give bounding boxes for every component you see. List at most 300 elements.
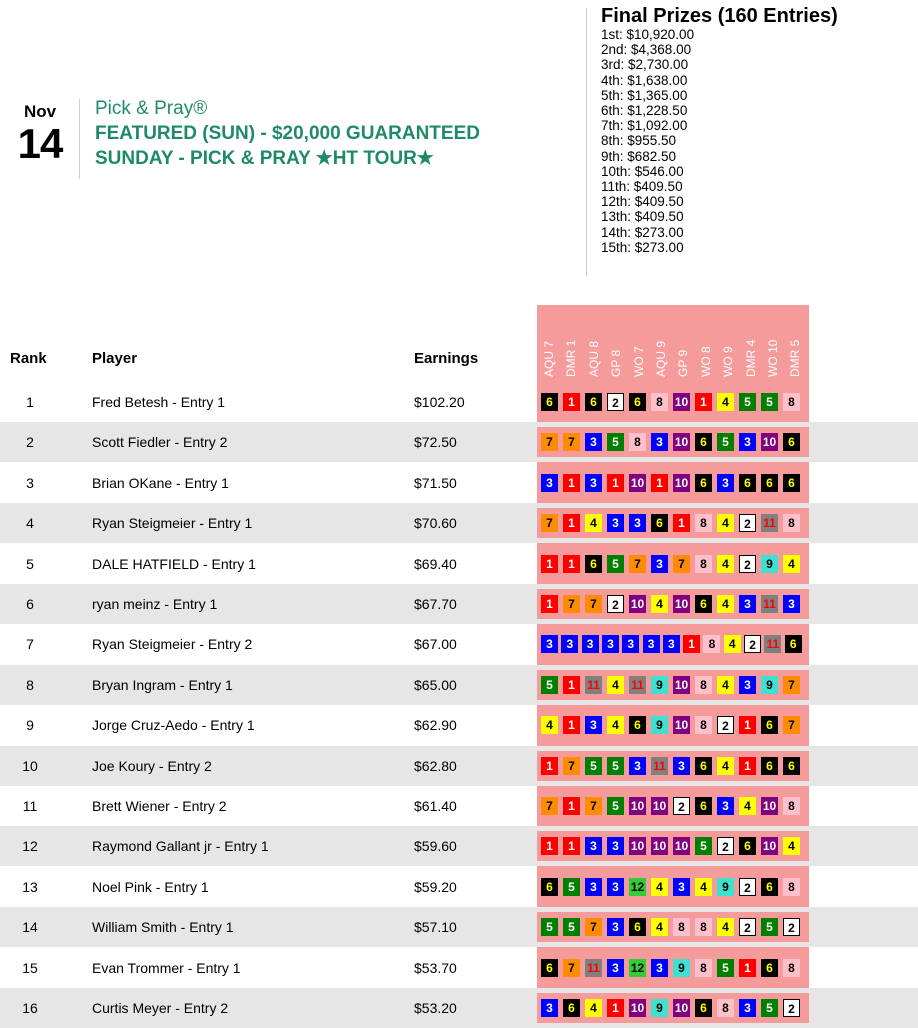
pick-badge: 5 — [607, 433, 624, 451]
earnings-cell: $65.00 — [414, 676, 457, 693]
pick-badge: 7 — [541, 514, 558, 532]
table-row[interactable] — [0, 382, 918, 422]
table-row[interactable] — [0, 624, 918, 664]
pick-badge: 5 — [607, 555, 624, 573]
picks-strip — [537, 872, 809, 902]
pick-badge: 8 — [783, 514, 800, 532]
table-row[interactable] — [0, 584, 918, 624]
pick-badge: 10 — [674, 718, 689, 733]
player-cell: Fred Betesh - Entry 1 — [92, 394, 226, 410]
pick-badge: 1 — [541, 757, 558, 775]
pick-badge: 1 — [563, 716, 580, 734]
pick-badge: 1 — [563, 474, 580, 492]
pick-badge: 5 — [563, 878, 580, 896]
pick-badge: 6 — [629, 918, 646, 936]
pick-badge: 6 — [695, 474, 712, 492]
pick-badge: 8 — [695, 676, 712, 694]
pick-badge: 3 — [585, 474, 602, 492]
pick-badge: 10 — [630, 799, 645, 813]
table-row[interactable] — [0, 544, 918, 584]
pick-badge: 3 — [541, 474, 558, 492]
track-label: WO 10 — [766, 339, 780, 377]
pick-badge: 2 — [739, 514, 756, 532]
pick-badge: 1 — [563, 676, 580, 694]
pick-badge: 2 — [673, 797, 690, 815]
pick-badge: 5 — [541, 918, 558, 936]
player-cell: Evan Trommer - Entry 1 — [92, 959, 241, 976]
pick-badge: 1 — [607, 474, 624, 492]
pick-badge: 9 — [761, 676, 778, 694]
pick-badge: 5 — [717, 959, 734, 977]
prize-line: 13th: $409.50 — [601, 209, 684, 225]
pick-badge: 6 — [783, 757, 800, 775]
pick-badge: 6 — [651, 514, 668, 532]
pick-badge: 7 — [563, 433, 580, 451]
track-label: WO 7 — [631, 346, 646, 377]
pick-badge: 5 — [607, 797, 624, 815]
pick-badge: 6 — [629, 393, 646, 411]
earnings-cell: $59.20 — [414, 878, 457, 895]
pick-badge: 5 — [541, 676, 558, 694]
pick-badge: 6 — [563, 999, 580, 1017]
track-label: WO 8 — [698, 346, 713, 377]
pick-badge: 9 — [717, 878, 734, 896]
earnings-header: Earnings — [414, 350, 479, 367]
earnings-cell: $67.70 — [414, 596, 457, 612]
pick-badge: 7 — [783, 716, 800, 734]
header-divider — [79, 99, 80, 179]
player-cell: Noel Pink - Entry 1 — [92, 878, 209, 895]
pick-badge: 10 — [630, 597, 645, 611]
table-row[interactable] — [0, 705, 918, 745]
pick-badge: 4 — [541, 716, 558, 734]
pick-badge: 2 — [607, 595, 624, 613]
pick-badge: 5 — [695, 837, 712, 855]
prize-line: 8th: $955.50 — [601, 133, 677, 149]
table-row[interactable] — [0, 463, 918, 503]
pick-badge: 2 — [783, 999, 800, 1017]
prizes-title: Final Prizes (160 Entries) — [601, 5, 838, 27]
pick-badge: 6 — [541, 959, 558, 977]
rank-cell: 15 — [22, 959, 38, 976]
pick-badge: 5 — [761, 918, 778, 936]
picks-strip — [537, 710, 809, 740]
player-cell: DALE HATFIELD - Entry 1 — [92, 555, 256, 572]
event-day: 14 — [17, 120, 63, 167]
final-prizes — [601, 5, 838, 255]
pick-badge: 11 — [585, 959, 602, 977]
rank-cell: 12 — [22, 838, 38, 855]
earnings-cell: $53.70 — [414, 959, 457, 976]
pick-badge: 6 — [761, 959, 778, 977]
pick-badge: 3 — [607, 959, 624, 977]
prize-line: 11th: $409.50 — [601, 179, 683, 195]
pick-badge: 10 — [652, 799, 667, 813]
rank-cell: 11 — [22, 798, 38, 814]
table-row[interactable] — [0, 665, 918, 705]
pick-badge: 4 — [607, 676, 624, 694]
pick-badge: 3 — [717, 474, 734, 492]
pick-badge: 3 — [651, 555, 668, 573]
pick-badge: 8 — [783, 878, 800, 896]
event-date — [10, 102, 70, 166]
rank-cell: 13 — [22, 878, 38, 895]
rank-cell: 5 — [26, 555, 34, 572]
pick-badge: 4 — [717, 918, 734, 936]
pick-badge: 2 — [607, 393, 624, 411]
earnings-cell: $72.50 — [414, 434, 457, 451]
pick-badge: 11 — [651, 757, 668, 775]
pick-badge: 4 — [717, 514, 734, 532]
picks-strip — [537, 751, 809, 781]
pick-badge: 2 — [744, 635, 761, 653]
player-cell: Raymond Gallant jr - Entry 1 — [92, 838, 269, 855]
pick-badge: 1 — [673, 514, 690, 532]
pick-badge: 4 — [651, 595, 668, 613]
pick-badge: 8 — [703, 635, 720, 653]
picks-strip — [537, 993, 809, 1023]
pick-badge: 4 — [717, 757, 734, 775]
pick-badge: 7 — [629, 555, 646, 573]
pick-badge: 8 — [695, 555, 712, 573]
pick-badge: 3 — [629, 757, 646, 775]
pick-badge: 7 — [585, 797, 602, 815]
pick-badge: 2 — [739, 878, 756, 896]
pick-badge: 6 — [739, 837, 756, 855]
pick-badge: 4 — [739, 797, 756, 815]
pick-badge: 1 — [541, 595, 558, 613]
earnings-cell: $62.90 — [414, 717, 457, 734]
event-month: Nov — [23, 102, 57, 121]
event-info — [95, 97, 480, 171]
pick-badge: 6 — [761, 716, 778, 734]
pick-badge: 7 — [585, 918, 602, 936]
pick-badge: 8 — [695, 716, 712, 734]
player-cell: Bryan Ingram - Entry 1 — [92, 676, 233, 693]
table-row[interactable] — [0, 503, 918, 543]
pick-badge: 3 — [585, 878, 602, 896]
prize-line: 1st: $10,920.00 — [601, 27, 695, 42]
table-row[interactable] — [0, 948, 918, 988]
table-row[interactable] — [0, 907, 918, 947]
prize-line: 6th: $1,228.50 — [601, 103, 688, 119]
pick-badge: 6 — [761, 474, 778, 492]
pick-badge: 9 — [651, 676, 668, 694]
track-label: AQU 8 — [586, 340, 601, 377]
pick-badge: 3 — [607, 878, 624, 896]
player-cell: Curtis Meyer - Entry 2 — [92, 1000, 229, 1016]
track-label: GP 9 — [676, 349, 691, 377]
pick-badge: 3 — [673, 757, 690, 775]
pick-badge: 1 — [683, 635, 700, 653]
rank-cell: 4 — [26, 515, 34, 532]
table-row[interactable] — [0, 422, 918, 462]
pick-badge: 4 — [783, 555, 800, 573]
pick-badge: 9 — [761, 555, 778, 573]
earnings-cell: $67.00 — [414, 636, 457, 653]
pick-badge: 7 — [673, 555, 690, 573]
picks-strip — [537, 912, 809, 942]
pick-badge: 4 — [724, 635, 741, 653]
event-title: FEATURED (SUN) - $20,000 GUARANTEED — [95, 123, 480, 144]
earnings-cell: $62.80 — [414, 757, 457, 774]
track-label: AQU 7 — [542, 340, 556, 377]
pick-badge: 3 — [585, 433, 602, 451]
player-cell: Jorge Cruz-Aedo - Entry 1 — [92, 717, 255, 734]
rank-cell: 2 — [26, 434, 34, 451]
pick-badge: 3 — [739, 999, 756, 1017]
pick-badge: 5 — [717, 433, 734, 451]
pick-badge: 1 — [563, 555, 580, 573]
pick-badge: 8 — [783, 393, 800, 411]
prize-line: 15th: $273.00 — [601, 239, 684, 255]
pick-badge: 3 — [541, 999, 558, 1017]
pick-badge: 4 — [695, 878, 712, 896]
player-cell: Brett Wiener - Entry 2 — [92, 798, 227, 814]
picks-strip — [537, 427, 809, 457]
player-cell: Scott Fiedler - Entry 2 — [92, 434, 228, 451]
pick-badge: 5 — [607, 757, 624, 775]
player-cell: Ryan Steigmeier - Entry 1 — [92, 515, 253, 532]
track-label: DMR 1 — [564, 339, 579, 377]
pick-badge: 5 — [761, 999, 778, 1017]
pick-badge: 10 — [674, 475, 689, 490]
pick-badge: 2 — [739, 555, 756, 573]
pick-badge: 4 — [717, 676, 734, 694]
pick-badge: 8 — [695, 514, 712, 532]
pick-badge: 8 — [717, 999, 734, 1017]
player-header: Player — [92, 350, 138, 367]
pick-badge: 3 — [739, 676, 756, 694]
pick-badge: 1 — [651, 474, 668, 492]
picks-strip — [537, 953, 809, 983]
player-cell: William Smith - Entry 1 — [92, 919, 234, 936]
rank-cell: 7 — [26, 636, 34, 653]
event-subtitle: SUNDAY - PICK & PRAY ★HT TOUR★ — [95, 148, 434, 169]
pick-badge: 5 — [761, 393, 778, 411]
pick-badge: 4 — [585, 514, 602, 532]
pick-badge: 3 — [607, 514, 624, 532]
pick-badge: 7 — [563, 595, 580, 613]
pick-badge: 3 — [651, 959, 668, 977]
picks-strip — [537, 508, 809, 538]
earnings-cell: $59.60 — [414, 838, 457, 855]
prize-line: 12th: $409.50 — [601, 194, 684, 210]
track-label: WO 9 — [721, 346, 736, 377]
pick-badge: 9 — [651, 999, 668, 1017]
picks-strip — [537, 387, 809, 417]
track-label: AQU 9 — [654, 340, 668, 377]
prizes-list — [601, 27, 838, 255]
table-row[interactable] — [0, 867, 918, 907]
track-label: DMR 5 — [788, 339, 803, 377]
rank-cell: 9 — [26, 717, 34, 734]
picks-strip — [537, 629, 809, 659]
pick-badge: 6 — [585, 555, 602, 573]
table-header — [0, 340, 918, 380]
table-row[interactable] — [0, 746, 918, 786]
pick-badge: 8 — [695, 959, 712, 977]
picks-strip — [537, 831, 809, 861]
prize-line: 9th: $682.50 — [601, 148, 677, 164]
prize-line: 4th: $1,638.00 — [601, 72, 688, 88]
pick-badge: 6 — [585, 393, 602, 411]
pick-badge: 10 — [674, 597, 689, 611]
table-row[interactable] — [0, 786, 918, 826]
pick-badge: 9 — [651, 716, 668, 734]
player-cell: Joe Koury - Entry 2 — [92, 757, 212, 774]
pick-badge: 10 — [762, 799, 777, 813]
pick-badge: 12 — [630, 879, 645, 894]
pick-badge: 6 — [541, 393, 558, 411]
pick-badge: 11 — [761, 514, 778, 532]
pick-badge: 8 — [673, 918, 690, 936]
pick-badge: 4 — [585, 999, 602, 1017]
pick-badge: 7 — [783, 676, 800, 694]
rank-cell: 8 — [26, 676, 34, 693]
pick-badge: 3 — [739, 433, 756, 451]
pick-badge: 10 — [674, 839, 689, 854]
pick-badge: 3 — [651, 433, 668, 451]
prize-line: 7th: $1,092.00 — [601, 118, 688, 134]
pick-badge: 1 — [563, 514, 580, 532]
pick-badge: 6 — [695, 757, 712, 775]
pick-badge: 12 — [630, 960, 645, 975]
pick-badge: 8 — [783, 797, 800, 815]
track-label: DMR 4 — [743, 339, 758, 377]
pick-badge: 3 — [663, 635, 680, 653]
pick-badge: 2 — [783, 918, 800, 936]
pick-badge: 10 — [674, 395, 689, 409]
picks-strip — [537, 589, 809, 619]
pick-badge: 4 — [783, 837, 800, 855]
earnings-cell: $71.50 — [414, 474, 457, 491]
pick-badge: 1 — [563, 797, 580, 815]
pick-badge: 7 — [541, 797, 558, 815]
pick-badge: 1 — [739, 716, 756, 734]
pick-badge: 9 — [673, 959, 690, 977]
pick-badge: 3 — [739, 595, 756, 613]
earnings-cell: $53.20 — [414, 1000, 457, 1016]
track-label: GP 8 — [609, 349, 624, 377]
pick-badge: 1 — [541, 837, 558, 855]
pick-badge: 7 — [541, 433, 558, 451]
pick-badge: 8 — [651, 393, 668, 411]
prize-line: 2nd: $4,368.00 — [601, 42, 692, 58]
pick-badge: 4 — [717, 393, 734, 411]
prize-line: 5th: $1,365.00 — [601, 87, 688, 103]
pick-badge: 2 — [717, 837, 734, 855]
pick-badge: 1 — [739, 959, 756, 977]
pick-badge: 6 — [739, 474, 756, 492]
picks-strip — [537, 549, 809, 579]
pick-badge: 3 — [561, 635, 578, 653]
prize-line: 14th: $273.00 — [601, 224, 684, 240]
prize-line: 10th: $546.00 — [601, 163, 684, 179]
pick-badge: 6 — [785, 635, 802, 653]
pick-badge: 6 — [783, 474, 800, 492]
pick-badge: 7 — [563, 757, 580, 775]
prize-line: 3rd: $2,730.00 — [601, 57, 689, 73]
pick-badge: 1 — [563, 837, 580, 855]
pick-badge: 1 — [541, 555, 558, 573]
pick-badge: 1 — [563, 393, 580, 411]
pick-badge: 11 — [761, 595, 778, 613]
pick-badge: 3 — [541, 635, 558, 653]
player-cell: Ryan Steigmeier - Entry 2 — [92, 636, 253, 653]
pick-badge: 5 — [585, 757, 602, 775]
pick-badge: 4 — [651, 878, 668, 896]
earnings-cell: $69.40 — [414, 555, 457, 572]
rank-header: Rank — [10, 350, 47, 367]
table-row[interactable] — [0, 826, 918, 866]
pick-badge: 5 — [563, 918, 580, 936]
pick-badge: 6 — [541, 878, 558, 896]
rank-cell: 14 — [22, 919, 38, 936]
pick-badge: 10 — [762, 839, 777, 854]
pick-badge: 8 — [695, 918, 712, 936]
pick-badge: 3 — [622, 635, 639, 653]
pick-badge: 3 — [607, 918, 624, 936]
rank-cell: 6 — [26, 596, 34, 612]
pick-badge: 10 — [630, 1001, 645, 1015]
pick-badge: 6 — [695, 433, 712, 451]
pick-badge: 3 — [673, 878, 690, 896]
pick-badge: 3 — [585, 716, 602, 734]
prizes-divider — [586, 8, 587, 276]
player-cell: ryan meinz - Entry 1 — [92, 596, 218, 612]
earnings-cell: $70.60 — [414, 515, 457, 532]
pick-badge: 5 — [739, 393, 756, 411]
pick-badge: 7 — [585, 595, 602, 613]
pick-badge: 1 — [607, 999, 624, 1017]
pick-badge: 4 — [651, 918, 668, 936]
pick-badge: 10 — [630, 475, 645, 490]
pick-badge: 3 — [783, 595, 800, 613]
pick-badge: 10 — [762, 435, 777, 450]
pick-badge: 4 — [717, 555, 734, 573]
pick-badge: 3 — [602, 635, 619, 653]
pick-badge: 1 — [695, 393, 712, 411]
pick-badge: 4 — [607, 716, 624, 734]
pick-badge: 6 — [695, 595, 712, 613]
pick-badge: 3 — [717, 797, 734, 815]
pick-badge: 6 — [629, 716, 646, 734]
pick-badge: 10 — [674, 677, 689, 692]
pick-badge: 2 — [717, 716, 734, 734]
picks-strip — [537, 468, 809, 498]
pick-badge: 7 — [563, 959, 580, 977]
pick-badge: 2 — [739, 918, 756, 936]
earnings-cell: $57.10 — [414, 919, 457, 936]
pick-badge: 6 — [695, 999, 712, 1017]
player-cell: Brian OKane - Entry 1 — [92, 474, 229, 491]
pick-badge: 11 — [764, 635, 781, 653]
pick-badge: 3 — [582, 635, 599, 653]
picks-strip — [537, 791, 809, 821]
pick-badge: 6 — [761, 878, 778, 896]
pick-badge: 3 — [607, 837, 624, 855]
pick-badge: 6 — [695, 797, 712, 815]
pick-badge: 1 — [739, 757, 756, 775]
picks-strip — [537, 670, 809, 700]
pick-badge: 8 — [783, 959, 800, 977]
pick-badge: 10 — [652, 839, 667, 854]
table-row[interactable] — [0, 988, 918, 1028]
pick-badge: 10 — [674, 1001, 689, 1015]
earnings-cell: $102.20 — [414, 394, 465, 410]
earnings-cell: $61.40 — [414, 798, 457, 814]
